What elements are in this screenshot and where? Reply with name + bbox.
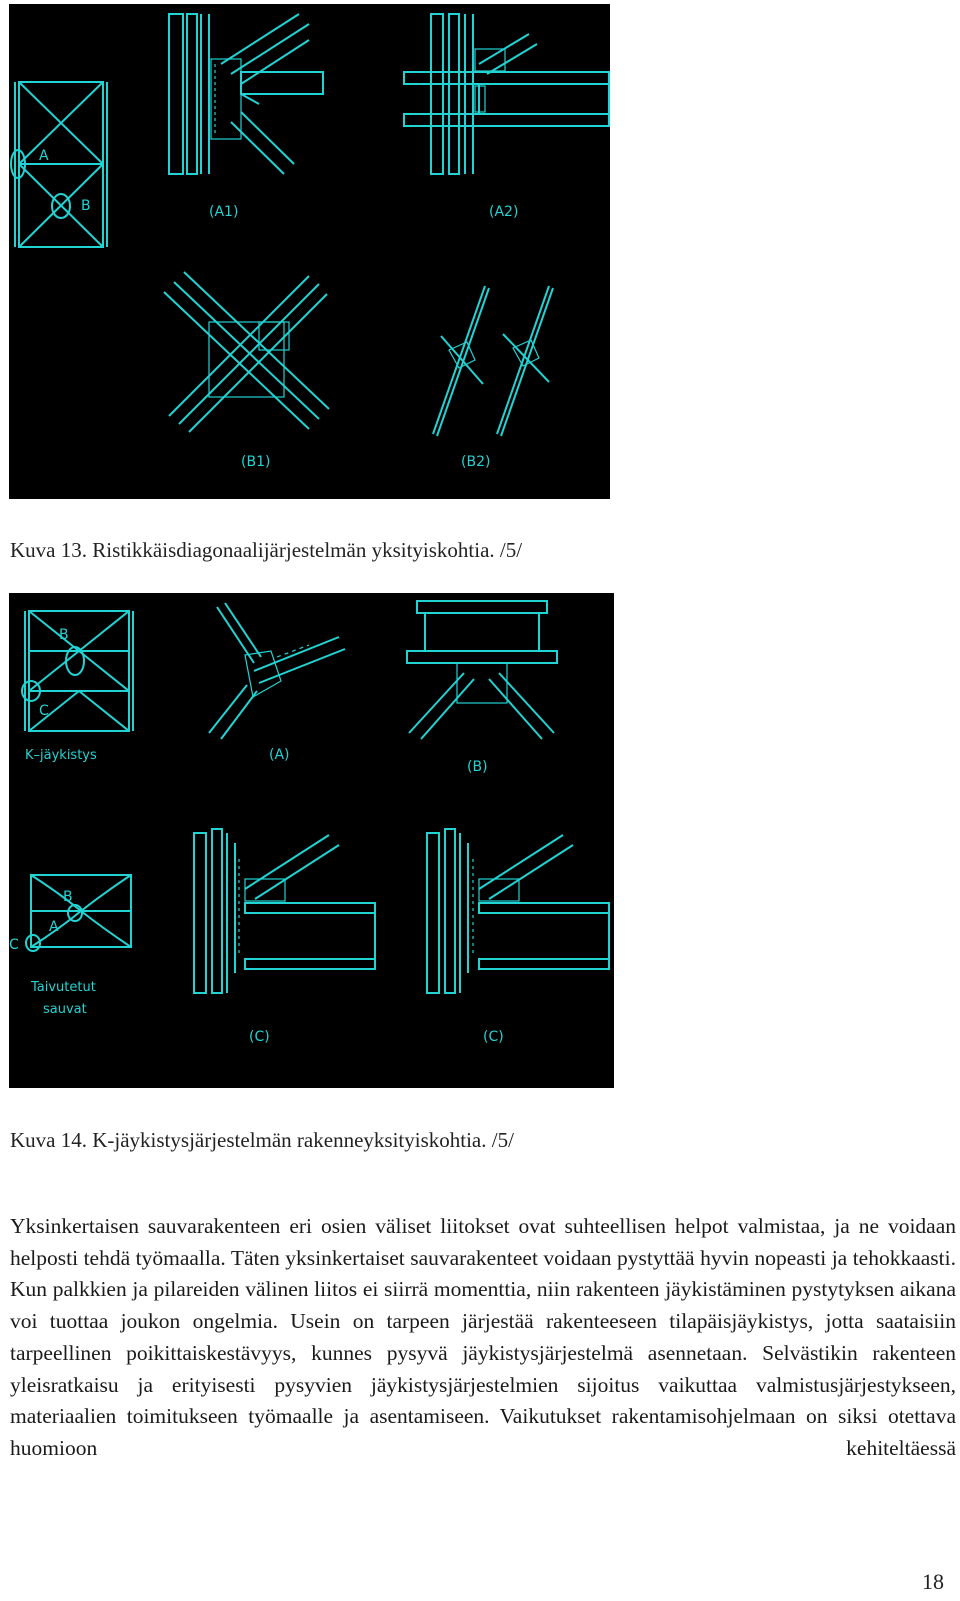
- label-bent-line1: Taivutetut: [31, 980, 96, 995]
- label-a2: (A2): [489, 204, 519, 220]
- label-b1: (B1): [241, 454, 271, 470]
- detail-a1-drawing: [169, 14, 323, 174]
- overview-frame-bent-members: [26, 875, 131, 951]
- figure-14-caption: Kuva 14. K-jäykistysjärjestelmän rakenneyksityiskohtia. /5/: [10, 1128, 514, 1152]
- label-b-paren: (B): [467, 759, 488, 775]
- detail-a-drawing: [209, 603, 345, 739]
- detail-c-left-drawing: [194, 829, 375, 993]
- body-paragraph: Yksinkertaisen sauvarakenteen eri osien väliset liitokset ovat suhteellisen helpot valmistaa, ja ne voidaan helposti tehdä työmaalla. Täten yksinkertaiset sauvarakenteet voidaan pystyttää hyvin nopeasti ja tehokkaasti. Kun palkkien ja pilareiden välinen liitos ei siirrä momenttia, niin rakenteen jäykistäminen pystytyksen aikana voi tuottaa joukon ongelmia. Usein on tarpeen järjestää rakenteeseen tilapäisjäykistys, jotta saataisiin tarpeellinen poikittaiskestävyys, kunnes pysyvä jäykistysjärjestelmä asennetaan. Selvästikin rakenteen yleisratkaisu ja erityisesti pysyvien jäykistysjärjestelmien sijoitus vaikuttaa valmistusjärjestykseen, materiaalien toimitukseen työmaalle ja asentamiseen. Vaikutukset rakentamisohjelmaan on siksi otettava huomioon kehiteltäessä: [10, 1214, 956, 1460]
- label-c-left: (C): [249, 1029, 270, 1045]
- figure-13: [9, 4, 610, 499]
- label-b-bent: B: [63, 889, 73, 905]
- figure-13-drawing: [9, 4, 610, 499]
- label-bent-line2: sauvat: [43, 1002, 87, 1017]
- label-k-bracing: K–jäykistys: [25, 748, 97, 763]
- detail-a2-drawing: [404, 14, 609, 174]
- detail-b1-drawing: [164, 272, 329, 432]
- figure-13-caption: Kuva 13. Ristikkäisdiagonaalijärjestelmän yksityiskohtia. /5/: [10, 538, 523, 562]
- label-a: (A): [269, 747, 290, 763]
- label-a: A: [39, 148, 49, 164]
- label-c-bent: C: [9, 937, 19, 953]
- overview-frame-x-bracing: [11, 82, 107, 247]
- label-c: C: [39, 703, 49, 719]
- label-c-right: (C): [483, 1029, 504, 1045]
- label-a-bent: A: [49, 919, 59, 935]
- detail-b2-drawing: [433, 286, 553, 436]
- label-b: B: [59, 627, 69, 643]
- detail-b-drawing: [407, 601, 557, 739]
- page-number: 18: [922, 1569, 944, 1594]
- label-b: B: [81, 198, 91, 214]
- label-a1: (A1): [209, 204, 239, 220]
- figure-14: [9, 593, 614, 1088]
- detail-c-right-drawing: [427, 829, 609, 993]
- label-b2: (B2): [461, 454, 491, 470]
- figure-14-drawing: [9, 593, 614, 1088]
